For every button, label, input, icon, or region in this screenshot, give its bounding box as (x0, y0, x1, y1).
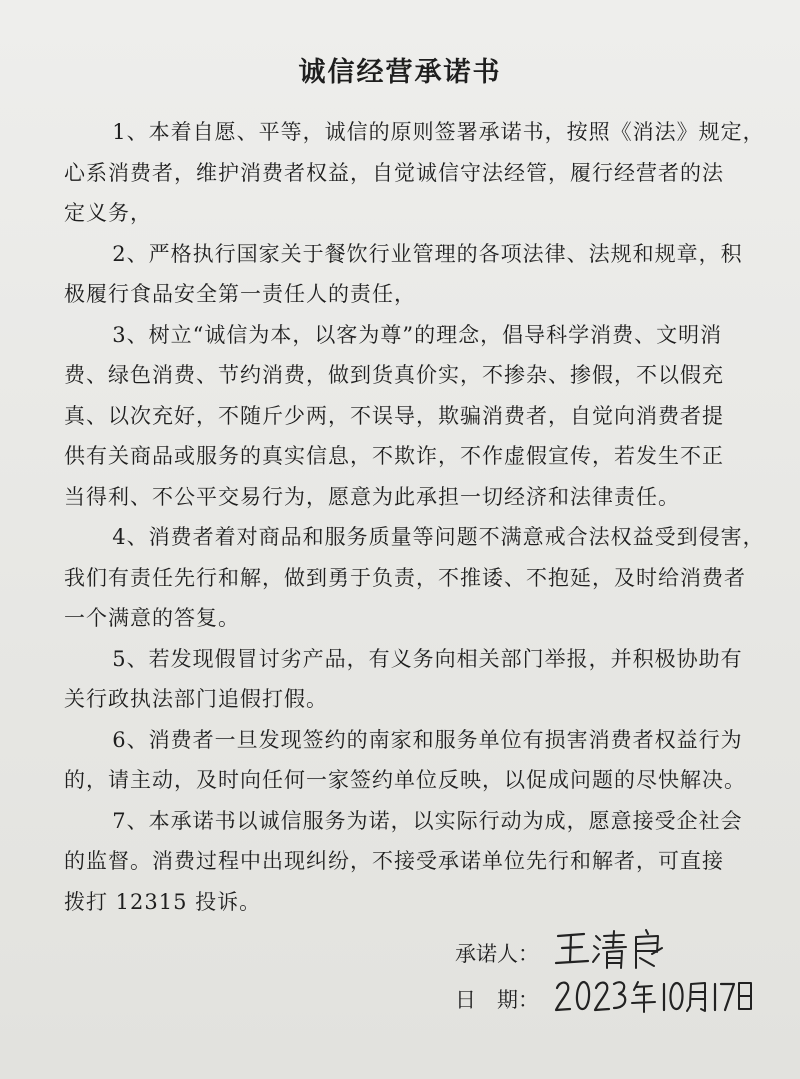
text-line: 5、若发现假冒讨劣产品，有义务向相关部门举报，并积极协助有 (112, 646, 743, 671)
text-line: 费、绿色消费、节约消费，做到货真价实，不掺杂、掺假，不以假充 (64, 363, 724, 387)
promisor-label: 承诺人： (455, 941, 539, 966)
paragraph-2 (64, 234, 764, 315)
date-signature (554, 978, 754, 1019)
text-line: 2、严格执行国家关于餐饮行业管理的各项法律、法规和规章，积 (112, 241, 743, 266)
paragraph-7 (64, 801, 764, 923)
text-line: 定义务， (64, 201, 152, 225)
paragraph-4 (64, 517, 764, 639)
text-line: 的监督。消费过程中出现纠纷，不接受承诺单位先行和解者，可直接 (64, 849, 724, 873)
text-line: 心系消费者，维护消费者权益，自觉诚信守法经管，履行经营者的法 (64, 160, 724, 185)
paragraph-3 (64, 315, 764, 518)
text-line: 拨打 12315 投诉。 (64, 889, 262, 914)
text-line: 6、消费者一旦发现签约的南家和服务单位有损害消费者权益行为 (112, 727, 743, 752)
paragraph-6 (64, 720, 764, 801)
paragraph-1 (64, 112, 764, 234)
text-line: 真、以次充好，不随斤少两，不误导，欺骗消费者，自觉向消费者提 (64, 403, 724, 428)
text-line: 4、消费者着对商品和服务质量等问题不满意戒合法权益受到侵害， (112, 525, 765, 549)
text-line: 我们有责任先行和解，做到勇于负责，不推诿、不抱延，及时给消费者 (64, 565, 746, 590)
date-label: 日 期： (455, 987, 539, 1012)
promisor-row (455, 928, 674, 977)
paragraph-5 (64, 639, 764, 720)
text-line: 1、本着自愿、平等，诚信的原则签署承诺书，按照《消法》规定， (112, 120, 765, 144)
text-line: 7、本承诺书以诚信服务为诺，以实际行动为成，愿意接受企社会 (112, 808, 743, 833)
document-body (64, 112, 764, 922)
text-line: 一个满意的答复。 (64, 606, 240, 630)
promisor-signature (554, 928, 674, 977)
text-line: 极履行食品安全第一责任人的责任， (64, 282, 416, 306)
date-row (455, 978, 754, 1019)
text-line: 当得利、不公平交易行为，愿意为此承担一切经济和法律责任。 (64, 484, 680, 509)
document-title: 诚信经营承诺书 (298, 57, 502, 88)
text-line: 关行政执法部门追假打假。 (64, 687, 328, 711)
text-line: 供有关商品或服务的真实信息，不欺诈，不作虚假宣传，若发生不正 (64, 444, 724, 468)
text-line: 的，请主动，及时向任何一家签约单位反映，以促成问题的尽快解决。 (64, 768, 746, 792)
text-line: 3、树立“诚信为本，以客为尊”的理念，倡导科学消费、文明消 (112, 322, 723, 347)
